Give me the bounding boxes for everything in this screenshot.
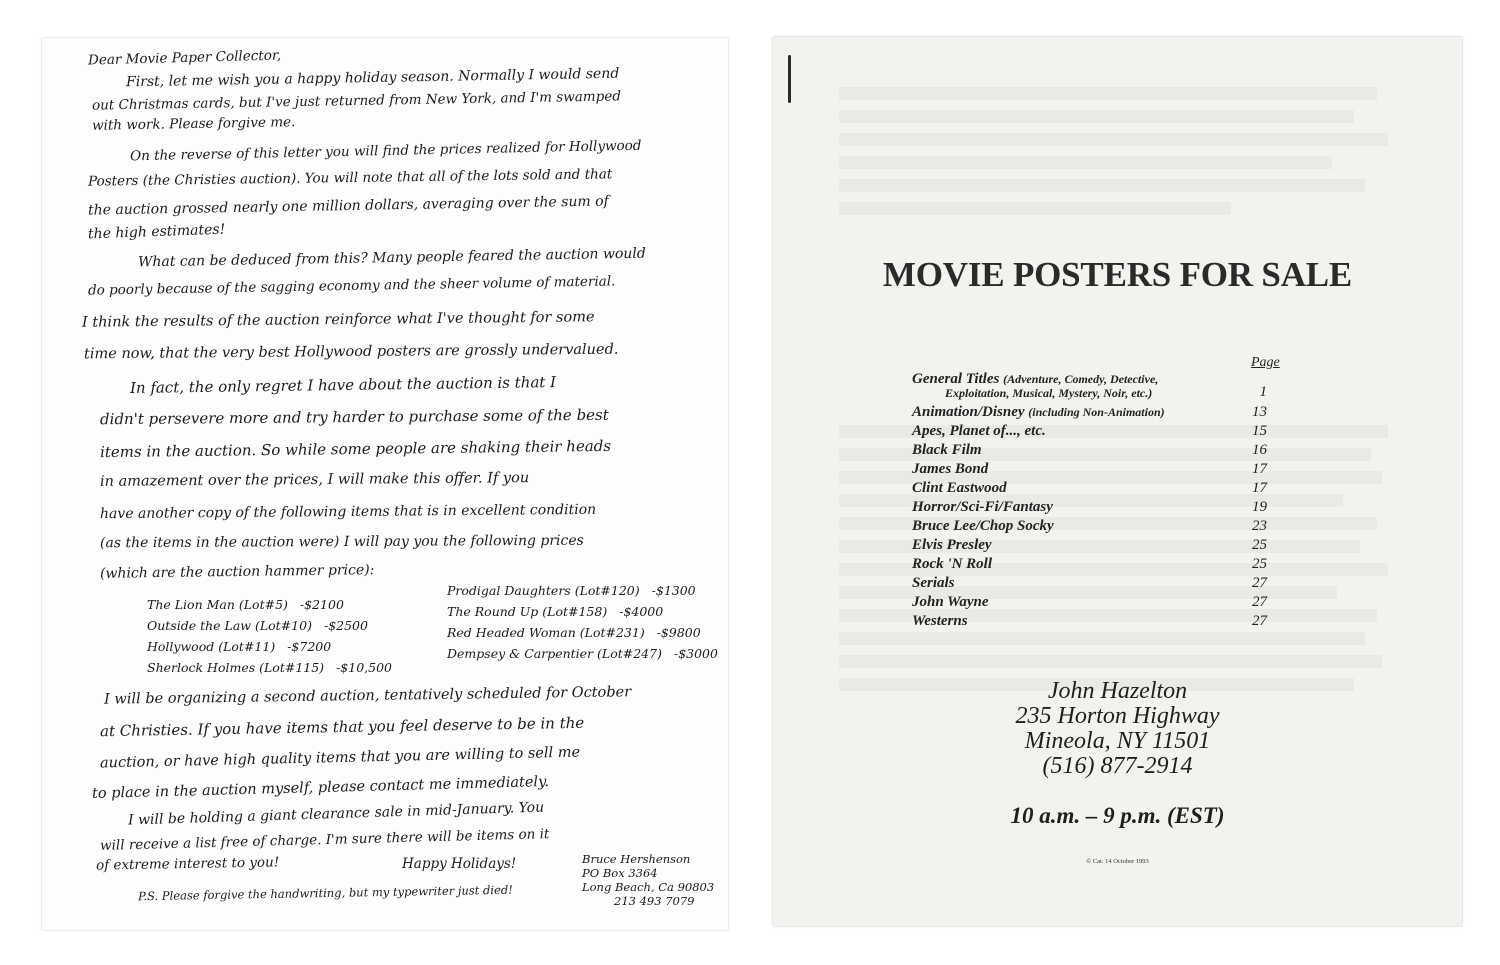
letter-line: (which are the auction hammer price): [99,562,375,582]
letter-greeting: Dear Movie Paper Collector, [87,47,282,69]
handwritten-letter-page [42,38,728,930]
offer-row: The Round Up (Lot#158) -$4000 [447,604,664,619]
contact-phone: (516) 877-2914 [1042,753,1193,779]
letter-line: didn't persevere more and try harder to purchase some of the best [99,405,609,429]
toc-row: Serials 27 [912,575,1267,591]
toc-page-header: Page [1251,355,1280,370]
toc-row: Westerns 27 [912,613,1267,629]
letter-line: What can be deduced from this? Many people feared the auction would [137,245,646,271]
toc-row: John Wayne 27 [912,594,1267,610]
letter-line: the auction grossed nearly one million dollars, averaging over the sum of [87,193,609,219]
toc-row: Rock 'N Roll 25 [912,556,1267,572]
offer-row: Sherlock Holmes (Lot#115) -$10,500 [147,660,392,675]
letter-line: auction, or have high quality items that you are willing to sell me [99,744,581,772]
catalog-cover-page [773,37,1462,926]
contact-block [773,679,1462,779]
letter-line: do poorly because of the sagging economy and the sheer volume of material. [87,273,616,299]
letter-line: at Christies. If you have items that you feel deserve to be in the [99,713,585,741]
offer-row: The Lion Man (Lot#5) -$2100 [147,597,344,612]
offer-row: Red Headed Woman (Lot#231) -$9800 [447,625,701,640]
letter-postscript: P.S. Please forgive the handwriting, but my typewriter just died! [137,882,513,904]
business-hours: 10 a.m. – 9 p.m. (EST) [1010,803,1225,828]
offer-row: Outside the Law (Lot#10) -$2500 [147,618,368,633]
contact-address: 235 Horton Highway [1015,703,1220,729]
letter-line: I will be holding a giant clearance sale in mid-January. You [127,799,545,829]
offer-list-right [447,580,718,664]
offer-row: Dempsey & Carpentier (Lot#247) -$3000 [447,646,718,661]
letter-line: items in the auction. So while some people are shaking their heads [99,436,612,462]
letter-line: First, let me wish you a happy holiday season. Normally I would send [125,65,620,91]
toc-row: Horror/Sci-Fi/Fantasy 19 [912,499,1267,515]
toc-row: Animation/Disney (including Non-Animation) 13 [912,404,1267,420]
catalog-date-note: © Cat. 14 October 1993 [1086,858,1149,865]
letter-line: to place in the auction myself, please contact me immediately. [91,774,550,802]
binding-mark [788,55,791,103]
toc-row: Elvis Presley 25 [912,537,1267,553]
letter-signature [582,852,714,908]
letter-line: with work. Please forgive me. [91,114,296,134]
letter-line: time now, that the very best Hollywood posters are grossly undervalued. [83,341,619,363]
letter-line: (as the items in the auction were) I will pay you the following prices [99,532,584,552]
letter-line: Posters (the Christies auction). You will note that all of the lots sold and that [87,166,613,190]
letter-line: out Christmas cards, but I've just returned from New York, and I'm swamped [91,88,622,114]
letter-line: in amazement over the prices, I will make this offer. If you [99,470,530,490]
letter-line: In fact, the only regret I have about the auction is that I [129,373,557,397]
contact-name: John Hazelton [1047,678,1188,704]
contact-city: Mineola, NY 11501 [1024,728,1211,754]
signature-po-box: PO Box 3364 [582,866,658,880]
toc-row: Black Film 16 [912,442,1267,458]
letter-line: I will be organizing a second auction, tentatively scheduled for October [103,684,632,708]
signature-city: Long Beach, Ca 90803 [582,880,715,894]
letter-line: will receive a list free of charge. I'm sure there will be items on it [99,826,550,854]
offer-list-left [147,594,392,678]
letter-closing: Happy Holidays! [402,856,517,872]
offer-row: Hollywood (Lot#11) -$7200 [147,639,332,654]
signature-phone: 213 493 7079 [614,894,695,908]
toc-row: Clint Eastwood 17 [912,480,1267,496]
letter-line: the high estimates! [87,221,226,243]
offer-row: Prodigal Daughters (Lot#120) -$1300 [447,583,696,598]
signature-name: Bruce Hershenson [582,852,691,866]
letter-line: have another copy of the following items that is in excellent condition [99,501,597,523]
letter-line: On the reverse of this letter you will find the prices realized for Hollywood [129,137,642,165]
toc-row: James Bond 17 [912,461,1267,477]
catalog-title: MOVIE POSTERS FOR SALE [882,255,1353,294]
toc-row: Bruce Lee/Chop Socky 23 [912,518,1267,534]
letter-line: of extreme interest to you! [95,854,280,874]
letter-line: I think the results of the auction reinforce what I've thought for some [81,309,595,331]
toc-row: General Titles (Adventure, Comedy, Detective, Exploitation, Musical, Mystery, Noir, etc.) 1 [912,371,1267,400]
toc-row: Apes, Planet of..., etc. 15 [912,423,1267,439]
